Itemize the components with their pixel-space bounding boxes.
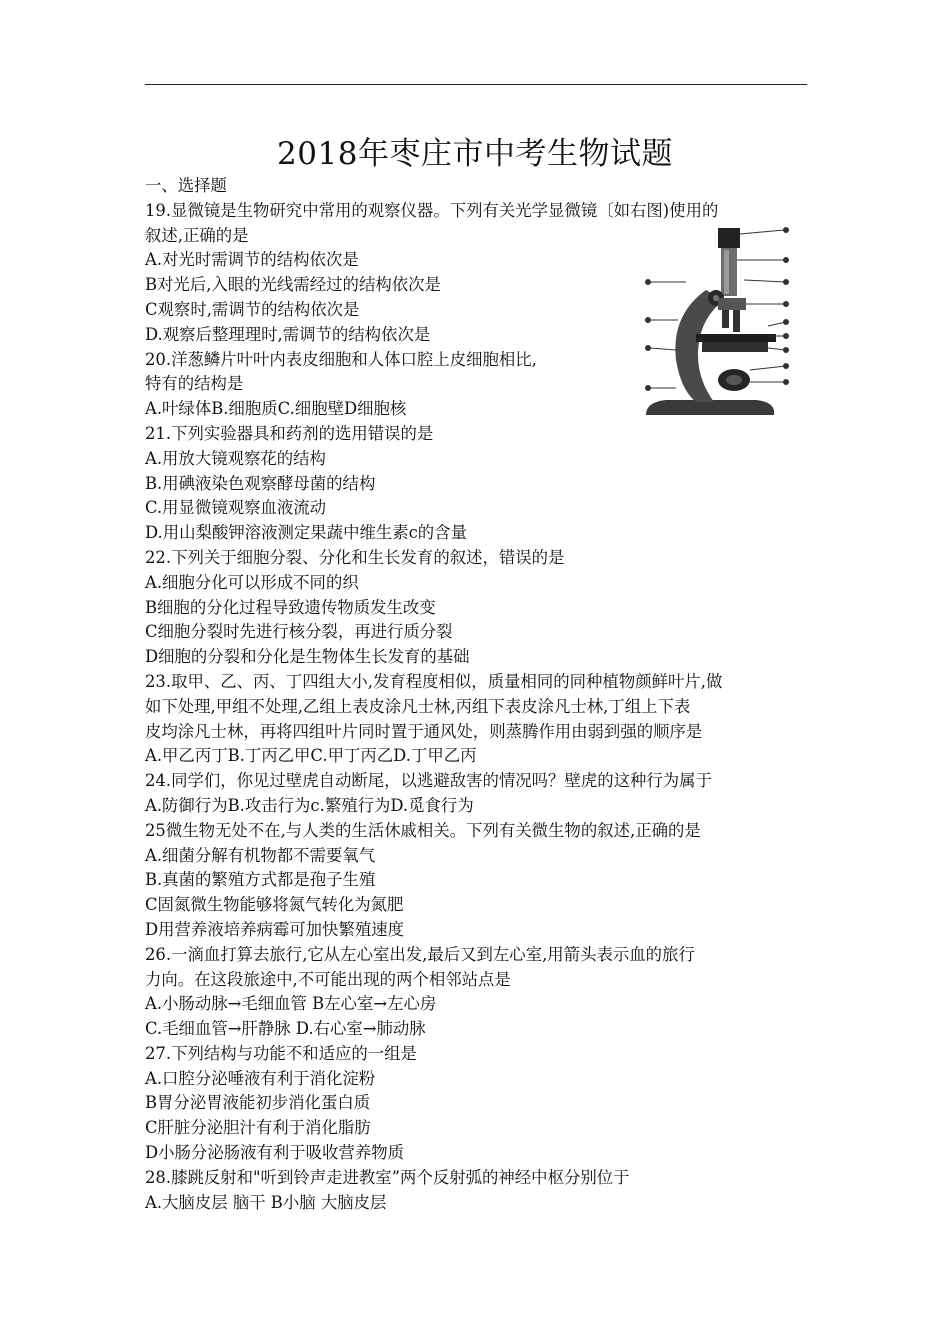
text-line: A.细菌分解有机物都不需要氧气 bbox=[145, 845, 376, 865]
text-line: B.真菌的繁殖方式都是孢子生殖 bbox=[145, 870, 376, 890]
text-line: C固氮微生物能够将氮气转化为氮肥 bbox=[145, 895, 404, 915]
text-line: C肝脏分泌胆汁有利于消化脂肪 bbox=[145, 1118, 371, 1138]
text-line: 28.膝跳反射和"听到铃声走进教室”两个反射弧的神经中枢分别位于 bbox=[145, 1167, 630, 1187]
text-line: B胃分泌胃液能初步消化蛋白质 bbox=[145, 1093, 371, 1113]
text-line: 19.显微镜是生物研究中常用的观察仪器。下列有关光学显微镜〔如右图)使用的 bbox=[145, 200, 719, 220]
text-line: 21.下列实验器具和药剂的选用错误的是 bbox=[145, 423, 434, 443]
text-line: 26.一滴血打算去旅行,它从左心室出发,最后又到左心室,用箭头表示血的旅行 bbox=[145, 944, 695, 964]
text-line: B.用碘液染色观察酵母菌的结构 bbox=[145, 473, 376, 493]
text-line: 叙述,正确的是 bbox=[145, 225, 249, 245]
text-line: A.甲乙丙丁B.丁丙乙甲C.甲丁丙乙D.丁甲乙丙 bbox=[145, 746, 477, 766]
text-line: C观察时,需调节的结构依次是 bbox=[145, 299, 360, 319]
text-line: D.观察后整理理时,需调节的结构依次是 bbox=[145, 324, 431, 344]
text-line: C.用显微镜观察血液流动 bbox=[145, 498, 327, 518]
text-line: D细胞的分裂和分化是生物体生长发育的基础 bbox=[145, 647, 470, 667]
text-line: A.小肠动脉→毛细血管 B左心室→左心房 bbox=[145, 994, 437, 1014]
text-line: 23.取甲、乙、丙、丁四组大小,发育程度相似，质量相同的同种植物颜鲜叶片,做 bbox=[145, 671, 723, 691]
text-line: A.用放大镜观察花的结构 bbox=[145, 448, 326, 468]
text-line: 力向。在这段旅途中,不可能出现的两个相邻站点是 bbox=[145, 969, 511, 989]
text-line: C细胞分裂时先进行核分裂，再进行质分裂 bbox=[145, 622, 453, 642]
section-heading: 一、选择题 bbox=[145, 176, 227, 195]
text-line: A.细胞分化可以形成不同的织 bbox=[145, 572, 359, 592]
text-line: 22.下列关于细胞分裂、分化和生长发育的叙述，错误的是 bbox=[145, 547, 565, 567]
microscope-illustration bbox=[636, 220, 796, 430]
text-line: 24.同学们，你见过壁虎自动断尾，以逃避敌害的情况吗？壁虎的这种行为属于 bbox=[145, 771, 712, 791]
text-line: 特有的结构是 bbox=[145, 374, 244, 394]
text-line: 如下处理,甲组不处理,乙组上表皮涂凡士林,丙组下表皮涂凡士林,丁组上下表 bbox=[145, 696, 691, 716]
microscope-figure bbox=[636, 220, 796, 430]
page-title: 2018年枣庄市中考生物试题 bbox=[277, 136, 673, 172]
text-line: D小肠分泌肠液有利于吸收营养物质 bbox=[145, 1143, 404, 1163]
top-rule bbox=[145, 84, 807, 85]
text-line: C.毛细血管→肝静脉 D.右心室→肺动脉 bbox=[145, 1019, 426, 1039]
text-line: 25微生物无处不在,与人类的生活休戚相关。下列有关微生物的叙述,正确的是 bbox=[145, 820, 701, 840]
text-line: A.对光时需调节的结构依次是 bbox=[145, 250, 359, 270]
text-line: A.大脑皮层 脑干 B小脑 大脑皮层 bbox=[145, 1192, 387, 1212]
text-line: 皮均涂凡士林，再将四组叶片同时置于通风处，则蒸腾作用由弱到强的顺序是 bbox=[145, 721, 703, 741]
text-line: D.用山梨酸钾溶液测定果蔬中维生素c的含量 bbox=[145, 523, 467, 543]
text-line: 27.下列结构与功能不和适应的一组是 bbox=[145, 1043, 417, 1063]
text-line: B对光后,入眼的光线需经过的结构依次是 bbox=[145, 275, 441, 295]
text-line: B细胞的分化过程导致遗传物质发生改变 bbox=[145, 597, 436, 617]
text-line: D用营养液培养病霉可加快繁殖速度 bbox=[145, 919, 404, 939]
text-line: 20.洋葱鳞片叶叶内表皮细胞和人体口腔上皮细胞相比, bbox=[145, 349, 537, 369]
text-line: A.口腔分泌唾液有利于消化淀粉 bbox=[145, 1068, 376, 1088]
text-line: A.叶绿体B.细胞质C.细胞壁D细胞核 bbox=[145, 399, 407, 419]
text-line: A.防御行为B.攻击行为c.繁殖行为D.觅食行为 bbox=[145, 795, 474, 815]
